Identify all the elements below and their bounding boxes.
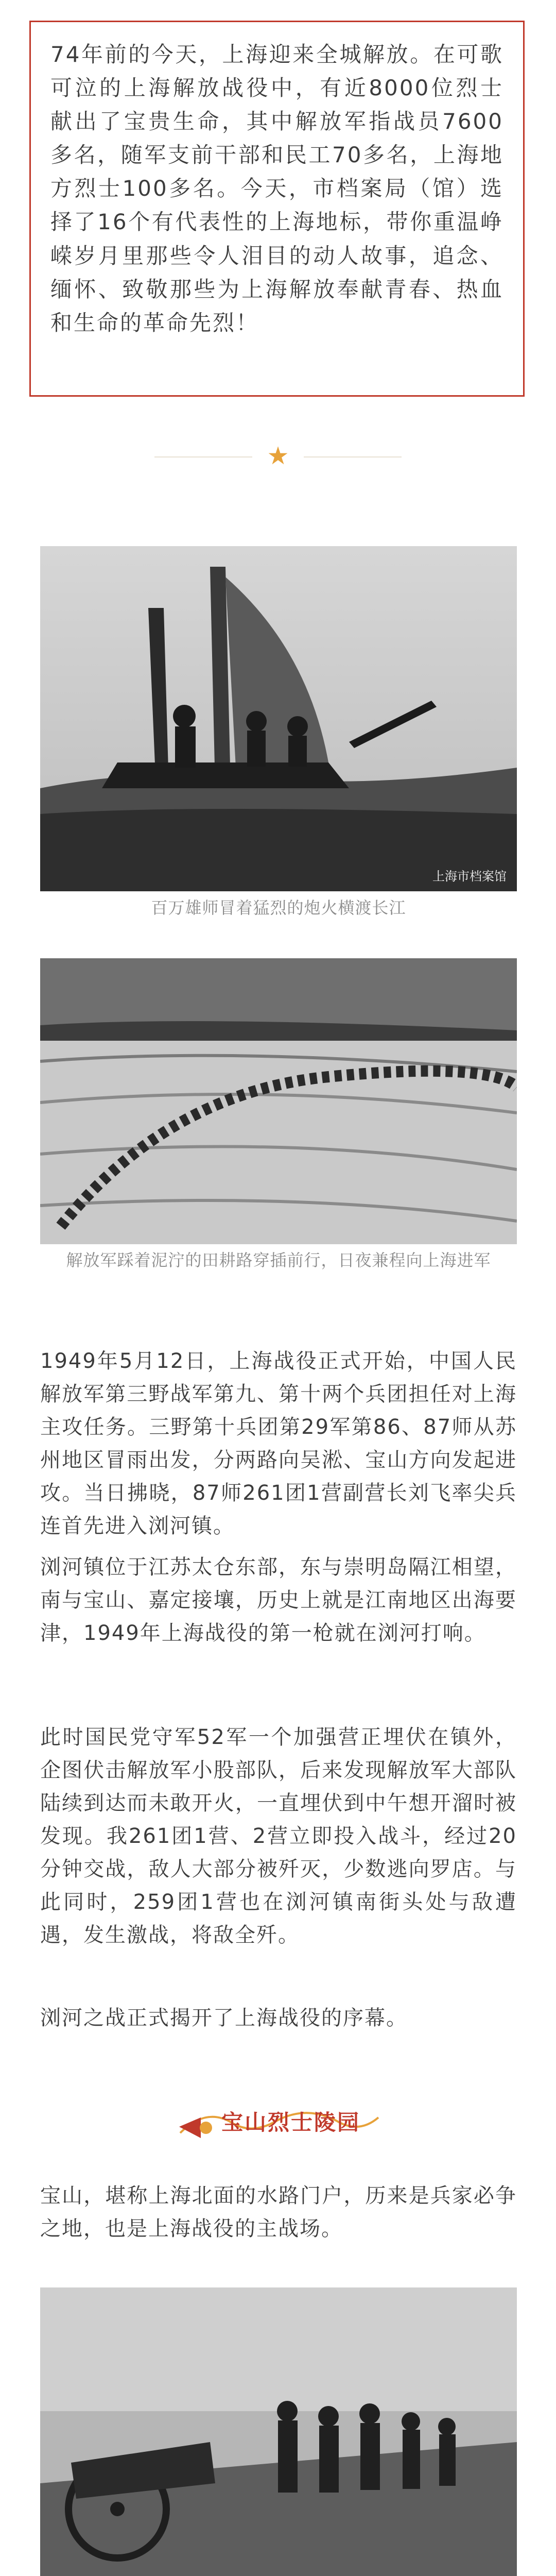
soldiers-advancing-photo-image [40,2287,517,2576]
paragraph: 1949年5月12日，上海战役正式开始，中国人民解放军第三野战军第九、第十两个兵团担任对上海主攻任务。三野第十兵团第29军第86、87师从苏州地区冒雨出发，分两路向吴淞、宝山方向发起进攻。当日拂晓，87师261团1营副营长刘飞率尖兵连首先进入浏河镇。 [40,1349,517,1538]
paragraph: 浏河镇位于江苏太仓东部，东与崇明岛隔江相望，南与宝山、嘉定接壤，历史上就是江南地区出海要津，1949年上海战役的第一枪就在浏河打响。 [40,1555,517,1645]
divider-line-right [304,456,402,457]
section-badge [175,2092,381,2154]
section-title: 宝山烈士陵园 [221,2110,361,2135]
paragraph: 浏河之战正式揭开了上海战役的序幕。 [40,2006,408,2030]
boat-soldiers-photo [40,546,517,891]
soldiers-advancing-photo [40,2287,517,2576]
photo-caption: 解放军踩着泥泞的田耕路穿插前行，日夜兼程向上海进军 [66,1250,491,1270]
boat-soldiers-photo-image [40,546,517,891]
divider-line-left [154,456,252,457]
intro-text: 74年前的今天，上海迎来全城解放。在可歌可泣的上海解放战役中，有近8000位烈士献出了宝贵生命，其中解放军指战员7600多名，随军支前干部和民工70多名，上海地方烈士100多名。今天，市档案局（馆）选择了16个有代表性的上海地标，带你重温峥嵘岁月里那些令人泪目的动人故事，追念、缅怀、致敬那些为上海解放奉献青春、热血和生命的革命先烈！ [50,42,503,335]
star-icon: ★ [267,442,289,470]
paragraph: 宝山，堪称上海北面的水路门户，历来是兵家必争之地，也是上海战役的主战场。 [40,2184,517,2241]
paragraph: 此时国民党守军52军一个加强营正埋伏在镇外，企图伏击解放军小股部队，后来发现解放军大部队陆续到达而未敢开火，一直埋伏到中午想开溜时被发现。我261团1营、2营立即投入战斗，经过20分钟交战，敌人大部分被歼灭，少数逃向罗店。与此同时，259团1营也在浏河镇南街头处与敌遭遇，发生激战，将敌全歼。 [40,1725,517,1947]
photo-caption: 百万雄师冒着猛烈的炮火横渡长江 [151,898,406,918]
paddy-field-march-photo [40,958,517,1244]
photo-watermark: 上海市档案馆 [432,869,507,884]
paddy-field-march-photo-image [40,958,517,1244]
intro-box [29,21,525,397]
